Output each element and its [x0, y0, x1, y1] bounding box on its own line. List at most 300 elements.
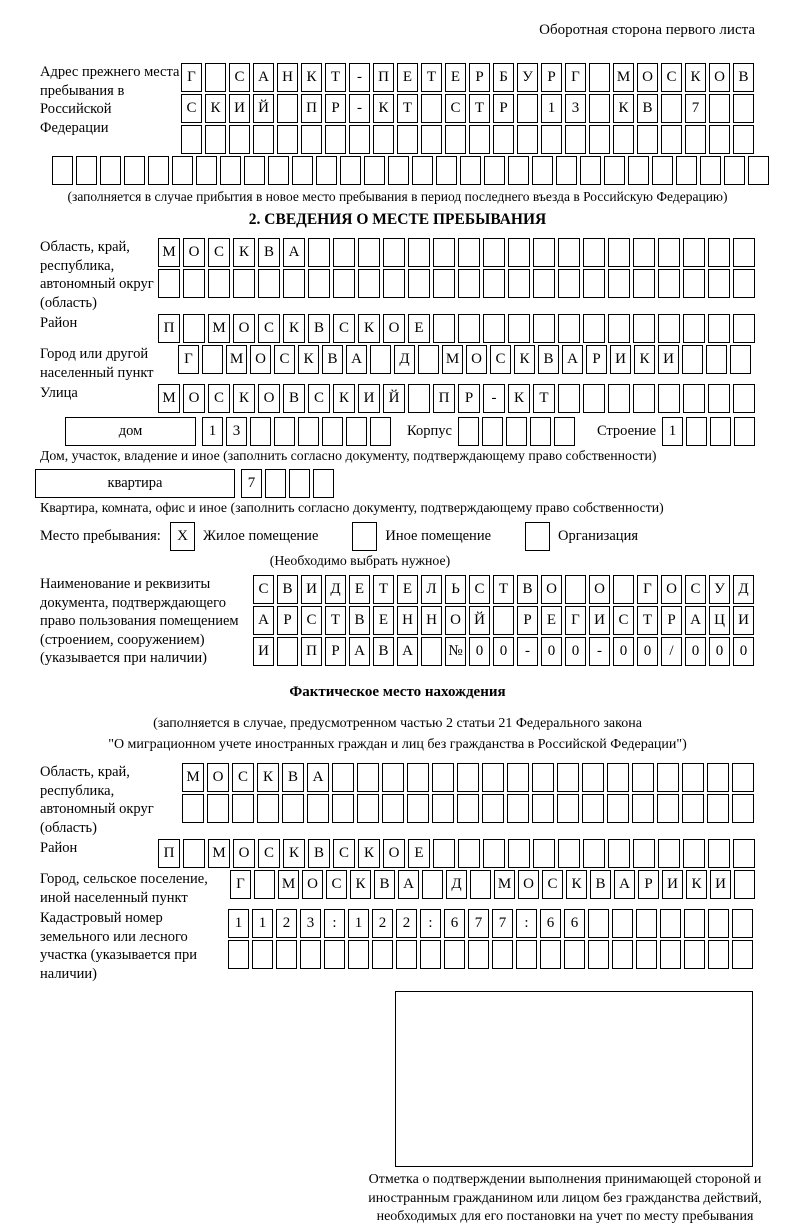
cadastral-row-2[interactable]	[228, 940, 753, 969]
char-box: :	[420, 909, 441, 938]
char-box: И	[358, 384, 380, 413]
char-box: П	[433, 384, 455, 413]
char-box	[533, 269, 555, 298]
char-box: С	[208, 384, 230, 413]
char-box	[732, 909, 753, 938]
char-box	[508, 156, 529, 185]
char-box	[364, 156, 385, 185]
char-box: А	[349, 637, 370, 666]
char-box	[583, 238, 605, 267]
char-box: М	[613, 63, 634, 92]
char-box	[533, 238, 555, 267]
char-box: С	[326, 870, 347, 899]
char-box	[457, 794, 479, 823]
char-box	[652, 156, 673, 185]
char-box: П	[158, 314, 180, 343]
char-box	[397, 125, 418, 154]
char-box	[506, 417, 527, 446]
prev-address-row-1[interactable]	[181, 63, 754, 92]
char-box: 6	[444, 909, 465, 938]
char-box: О	[302, 870, 323, 899]
checkbox-other-premises[interactable]	[352, 522, 377, 551]
fact-city-label: Город, сельское поселение, иной населенный пункт	[40, 871, 208, 906]
street-label: Улица	[40, 385, 78, 402]
char-box: :	[324, 909, 345, 938]
char-box	[685, 125, 706, 154]
char-box	[507, 763, 529, 792]
char-box: 3	[300, 909, 321, 938]
char-box	[457, 763, 479, 792]
char-box	[340, 156, 361, 185]
char-box	[324, 940, 345, 969]
char-box	[608, 238, 630, 267]
checkbox-residential[interactable]: X	[170, 522, 195, 551]
char-box: Т	[637, 606, 658, 635]
char-box	[658, 269, 680, 298]
char-box	[483, 238, 505, 267]
char-box	[517, 125, 538, 154]
char-box: В	[374, 870, 395, 899]
field-district	[40, 314, 755, 343]
char-box: 7	[492, 909, 513, 938]
char-box: 7	[241, 469, 262, 498]
char-box: В	[277, 575, 298, 604]
char-box: М	[226, 345, 247, 374]
char-box	[708, 909, 729, 938]
char-box: Р	[469, 63, 490, 92]
char-box: 2	[372, 909, 393, 938]
char-box	[583, 314, 605, 343]
fact-region-label: Область, край, республика, автономный округ (область)	[40, 764, 154, 836]
prev-address-note: (заполняется в случае прибытия в новое место пребывания в период последнего въезда в Российскую Федерацию)	[67, 189, 728, 204]
char-box: С	[685, 575, 706, 604]
char-box: Б	[493, 63, 514, 92]
char-box: О	[661, 575, 682, 604]
apartment-boxes[interactable]	[241, 469, 334, 498]
char-box: А	[562, 345, 583, 374]
char-box: -	[349, 63, 370, 92]
char-box	[709, 94, 730, 123]
char-box: 1	[662, 417, 683, 446]
char-box	[396, 940, 417, 969]
char-box: Е	[541, 606, 562, 635]
char-box: Н	[397, 606, 418, 635]
char-box	[612, 940, 633, 969]
char-box: О	[233, 839, 255, 868]
char-box	[460, 156, 481, 185]
char-box: К	[634, 345, 655, 374]
char-box	[444, 940, 465, 969]
char-box	[608, 314, 630, 343]
char-box: И	[733, 606, 754, 635]
char-box: 1	[228, 909, 249, 938]
char-box: -	[483, 384, 505, 413]
char-box	[253, 125, 274, 154]
char-box	[684, 940, 705, 969]
char-box: А	[307, 763, 329, 792]
char-box	[76, 156, 97, 185]
char-box	[332, 763, 354, 792]
char-box: А	[253, 606, 274, 635]
char-box	[433, 314, 455, 343]
option-residential-label: Жилое помещение	[203, 528, 319, 545]
char-box: 0	[685, 637, 706, 666]
char-box: О	[250, 345, 271, 374]
stroenie-boxes[interactable]	[662, 417, 755, 446]
checkbox-organization[interactable]	[525, 522, 550, 551]
char-box: Д	[446, 870, 467, 899]
char-box: М	[158, 238, 180, 267]
char-box	[257, 794, 279, 823]
korpus-boxes[interactable]	[458, 417, 575, 446]
field-city	[40, 345, 755, 382]
char-box	[633, 238, 655, 267]
char-box	[683, 314, 705, 343]
char-box	[608, 384, 630, 413]
char-box	[493, 125, 514, 154]
char-box	[734, 417, 755, 446]
char-box	[418, 345, 439, 374]
char-box: /	[661, 637, 682, 666]
fact-region-row-1[interactable]	[182, 763, 754, 792]
region-row-1[interactable]	[158, 238, 755, 267]
char-box	[748, 156, 769, 185]
char-box	[636, 940, 657, 969]
char-box	[708, 238, 730, 267]
char-box	[516, 940, 537, 969]
confirmation-stamp-caption: Отметка о подтверждении выполнения принимающей стороной и иностранным гражданином или лицом без гражданства действий, необходимых для его постановки на учет по месту пребывания	[368, 1172, 762, 1225]
char-box	[282, 794, 304, 823]
document-row-2[interactable]	[253, 606, 754, 635]
prev-address-label: Адрес прежнего места пребывания в Российской Федерации	[40, 64, 180, 136]
char-box: Д	[733, 575, 754, 604]
char-box: С	[301, 606, 322, 635]
char-box	[228, 940, 249, 969]
char-box	[564, 940, 585, 969]
char-box: М	[442, 345, 463, 374]
char-box: И	[229, 94, 250, 123]
char-box	[532, 156, 553, 185]
char-box: О	[183, 238, 205, 267]
field-cadastral	[40, 909, 755, 983]
char-box	[357, 794, 379, 823]
char-box	[433, 269, 455, 298]
char-box	[633, 384, 655, 413]
char-box: В	[538, 345, 559, 374]
char-box	[682, 763, 704, 792]
char-box: Т	[469, 94, 490, 123]
house-note: Дом, участок, владение и иное (заполнить согласно документу, подтверждающему право собственности)	[40, 448, 657, 464]
char-box: К	[350, 870, 371, 899]
char-box	[277, 637, 298, 666]
char-box: 6	[540, 909, 561, 938]
char-box	[708, 269, 730, 298]
char-box: К	[685, 63, 706, 92]
char-box: -	[517, 637, 538, 666]
char-box: С	[445, 94, 466, 123]
char-box: Г	[637, 575, 658, 604]
char-box	[183, 314, 205, 343]
char-box	[558, 238, 580, 267]
char-box: П	[301, 637, 322, 666]
char-box	[700, 156, 721, 185]
char-box: К	[283, 314, 305, 343]
fact-city-row[interactable]	[230, 870, 755, 899]
char-box: Т	[533, 384, 555, 413]
fact-region-row-2[interactable]	[182, 794, 754, 823]
char-box: И	[710, 870, 731, 899]
house-number-boxes[interactable]	[202, 417, 391, 446]
char-box	[482, 417, 503, 446]
fact-location-title: Фактическое место нахождения	[289, 684, 506, 701]
field-fact-district	[40, 839, 755, 868]
char-box	[408, 238, 430, 267]
char-box	[589, 63, 610, 92]
char-box: Д	[325, 575, 346, 604]
char-box	[468, 940, 489, 969]
char-box: У	[709, 575, 730, 604]
char-box	[382, 763, 404, 792]
char-box: Р	[541, 63, 562, 92]
char-box: М	[158, 384, 180, 413]
char-box	[283, 269, 305, 298]
char-box: :	[516, 909, 537, 938]
char-box	[657, 763, 679, 792]
char-box	[686, 417, 707, 446]
char-box	[482, 794, 504, 823]
char-box: А	[398, 870, 419, 899]
char-box: О	[541, 575, 562, 604]
char-box: Г	[178, 345, 199, 374]
char-box	[313, 469, 334, 498]
char-box	[265, 469, 286, 498]
char-box	[407, 794, 429, 823]
char-box	[683, 238, 705, 267]
field-prev-address	[40, 63, 755, 154]
char-box	[683, 269, 705, 298]
char-box	[388, 156, 409, 185]
char-box: Д	[394, 345, 415, 374]
char-box	[632, 763, 654, 792]
char-box: А	[397, 637, 418, 666]
char-box	[541, 125, 562, 154]
char-box	[208, 269, 230, 298]
char-box	[508, 314, 530, 343]
char-box	[207, 794, 229, 823]
char-box	[277, 125, 298, 154]
confirmation-stamp-box	[395, 991, 753, 1167]
char-box: И	[253, 637, 274, 666]
char-box	[276, 940, 297, 969]
char-box: П	[301, 94, 322, 123]
char-box: Г	[565, 63, 586, 92]
char-box: С	[181, 94, 202, 123]
char-box	[565, 125, 586, 154]
char-box	[383, 238, 405, 267]
section2-title: 2. СВЕДЕНИЯ О МЕСТЕ ПРЕБЫВАНИЯ	[248, 211, 547, 228]
char-box: С	[253, 575, 274, 604]
char-box: К	[514, 345, 535, 374]
char-box: К	[333, 384, 355, 413]
char-box: 1	[252, 909, 273, 938]
char-box	[533, 314, 555, 343]
char-box	[558, 269, 580, 298]
char-box: С	[274, 345, 295, 374]
fact-district-row[interactable]	[158, 839, 755, 868]
char-box: С	[333, 839, 355, 868]
char-box: Р	[661, 606, 682, 635]
char-box	[433, 839, 455, 868]
char-box	[370, 345, 391, 374]
korpus-label: Корпус	[407, 423, 452, 440]
field-street	[40, 384, 755, 413]
char-box: Т	[325, 606, 346, 635]
char-box: О	[258, 384, 280, 413]
document-row-1[interactable]	[253, 575, 754, 604]
char-box	[658, 314, 680, 343]
char-box: 3	[565, 94, 586, 123]
char-box	[244, 156, 265, 185]
char-box: Е	[397, 63, 418, 92]
char-box	[484, 156, 505, 185]
char-box	[607, 794, 629, 823]
char-box	[708, 940, 729, 969]
char-box: 1	[202, 417, 223, 446]
char-box	[613, 575, 634, 604]
char-box	[658, 839, 680, 868]
char-box	[316, 156, 337, 185]
char-box	[205, 125, 226, 154]
apartment-labelbox: квартира	[35, 469, 235, 498]
char-box: С	[469, 575, 490, 604]
char-box	[412, 156, 433, 185]
prev-address-row-4[interactable]	[52, 156, 755, 185]
char-box	[458, 839, 480, 868]
document-row-3[interactable]	[253, 637, 754, 666]
char-box	[421, 125, 442, 154]
char-box	[628, 156, 649, 185]
field-region	[40, 238, 755, 312]
char-box	[682, 345, 703, 374]
char-box	[708, 314, 730, 343]
char-box: П	[158, 839, 180, 868]
char-box	[582, 794, 604, 823]
char-box: Й	[469, 606, 490, 635]
char-box	[233, 269, 255, 298]
char-box	[682, 794, 704, 823]
region-row-2[interactable]	[158, 269, 755, 298]
street-row[interactable]	[158, 384, 755, 413]
char-box	[370, 417, 391, 446]
char-box	[708, 839, 730, 868]
char-box: К	[358, 839, 380, 868]
char-box	[307, 794, 329, 823]
district-row[interactable]	[158, 314, 755, 343]
char-box	[612, 909, 633, 938]
char-box: О	[383, 314, 405, 343]
char-box	[289, 469, 310, 498]
char-box: О	[233, 314, 255, 343]
char-box	[298, 417, 319, 446]
field-fact-city	[40, 870, 755, 907]
char-box: О	[183, 384, 205, 413]
char-box	[258, 269, 280, 298]
char-box	[633, 839, 655, 868]
char-box	[482, 763, 504, 792]
char-box	[732, 763, 754, 792]
char-box: Т	[325, 63, 346, 92]
char-box: С	[542, 870, 563, 899]
char-box	[636, 909, 657, 938]
fact-location-note-1: (заполняется в случае, предусмотренном частью 2 статьи 21 Федерального закона	[153, 716, 642, 732]
char-box	[582, 763, 604, 792]
char-box	[507, 794, 529, 823]
char-box: В	[373, 637, 394, 666]
char-box: Е	[445, 63, 466, 92]
char-box: К	[613, 94, 634, 123]
char-box	[300, 940, 321, 969]
char-box: 0	[613, 637, 634, 666]
char-box	[420, 940, 441, 969]
char-box	[254, 870, 275, 899]
char-box: 1	[541, 94, 562, 123]
char-box	[458, 238, 480, 267]
char-box: С	[308, 384, 330, 413]
char-box	[583, 384, 605, 413]
char-box	[274, 417, 295, 446]
prev-address-row-2[interactable]	[181, 94, 754, 123]
cadastral-row-1[interactable]	[228, 909, 753, 938]
char-box: -	[349, 94, 370, 123]
char-box	[432, 763, 454, 792]
char-box	[707, 763, 729, 792]
char-box: В	[322, 345, 343, 374]
char-box	[583, 839, 605, 868]
char-box	[422, 870, 443, 899]
char-box	[558, 314, 580, 343]
char-box: И	[589, 606, 610, 635]
apartment-row	[40, 469, 755, 498]
char-box: Т	[373, 575, 394, 604]
char-box	[724, 156, 745, 185]
char-box	[730, 345, 751, 374]
city-row[interactable]	[178, 345, 751, 374]
char-box: С	[229, 63, 250, 92]
char-box: К	[686, 870, 707, 899]
char-box: А	[253, 63, 274, 92]
stroenie-label: Строение	[596, 423, 656, 440]
char-box: М	[182, 763, 204, 792]
char-box: Е	[349, 575, 370, 604]
char-box	[277, 94, 298, 123]
char-box	[661, 94, 682, 123]
char-box: С	[490, 345, 511, 374]
char-box: О	[709, 63, 730, 92]
char-box: Р	[277, 606, 298, 635]
char-box: К	[257, 763, 279, 792]
prev-address-row-3[interactable]	[181, 125, 754, 154]
char-box: В	[283, 384, 305, 413]
char-box: С	[613, 606, 634, 635]
char-box	[707, 794, 729, 823]
char-box	[202, 345, 223, 374]
char-box: 0	[469, 637, 490, 666]
char-box: И	[610, 345, 631, 374]
char-box: Е	[397, 575, 418, 604]
char-box	[408, 269, 430, 298]
char-box	[589, 125, 610, 154]
char-box: -	[589, 637, 610, 666]
